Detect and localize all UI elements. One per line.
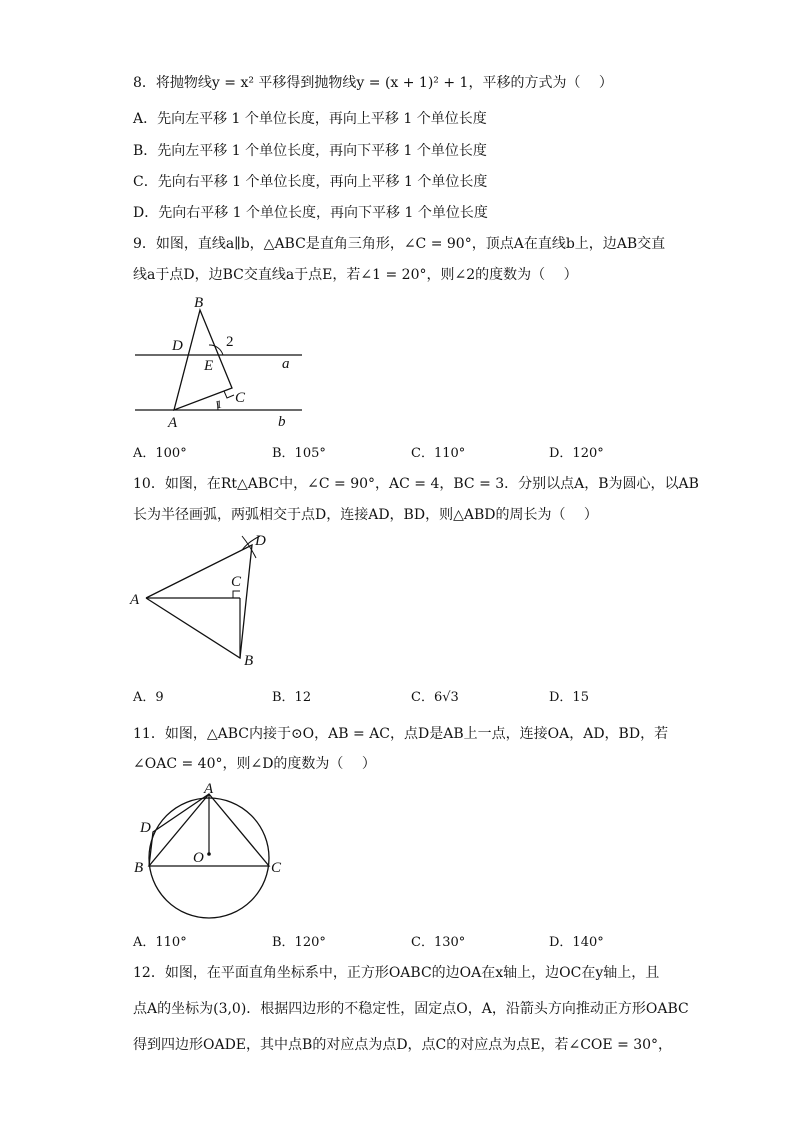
q11-option-a: A．110° bbox=[133, 935, 187, 950]
label-angle-2: 2 bbox=[226, 334, 234, 350]
label-a: A bbox=[130, 592, 140, 608]
q12-stem-line1: 12．如图，在平面直角坐标系中，正方形OABC的边OA在x轴上，边OC在y轴上，且 bbox=[133, 965, 660, 981]
q11-stem-line1: 11．如图，△ABC内接于⊙O，AB = AC，点D是AB上一点，连接OA，AD，BD，若 bbox=[133, 726, 669, 742]
q9-option-c: C．110° bbox=[411, 446, 466, 461]
label-c: C bbox=[231, 574, 242, 590]
q10-option-d: D．15 bbox=[549, 690, 589, 705]
label-line-b: b bbox=[278, 414, 286, 430]
right-angle-mark bbox=[233, 591, 240, 598]
q11-figure bbox=[130, 782, 290, 922]
q11-stem-line2: ∠OAC = 40°，则∠D的度数为（ ） bbox=[133, 756, 376, 772]
q9-stem-line1: 9．如图，直线a∥b，△ABC是直角三角形，∠C = 90°，顶点A在直线b上，边AB交直 bbox=[133, 236, 666, 252]
q8-option-d: D．先向右平移 1 个单位长度，再向下平移 1 个单位长度 bbox=[133, 205, 488, 221]
triangle-abd bbox=[146, 545, 252, 658]
q12-stem-line2: 点A的坐标为(3,0)．根据四边形的不稳定性，固定点O，A，沿箭头方向推动正方形OABC bbox=[133, 1001, 689, 1017]
q10-option-b: B．12 bbox=[272, 690, 312, 705]
label-c: C bbox=[271, 860, 282, 876]
label-b: B bbox=[244, 653, 254, 669]
q8-option-c: C．先向右平移 1 个单位长度，再向上平移 1 个单位长度 bbox=[133, 174, 488, 190]
triangle-abc bbox=[174, 310, 232, 410]
q9-figure bbox=[130, 290, 310, 430]
q10-option-c: C．6√3 bbox=[411, 690, 459, 705]
label-d: D bbox=[172, 338, 183, 354]
label-line-a: a bbox=[282, 356, 290, 372]
label-d: D bbox=[140, 820, 151, 836]
label-a: A bbox=[168, 415, 178, 431]
q10-option-a: A．9 bbox=[133, 690, 164, 705]
q9-stem-line2: 线a于点D，边BC交直线a于点E，若∠1 = 20°，则∠2的度数为（ ） bbox=[133, 267, 578, 283]
q9-option-a: A．100° bbox=[133, 446, 187, 461]
q10-figure bbox=[130, 528, 280, 673]
q8-option-b: B．先向左平移 1 个单位长度，再向下平移 1 个单位长度 bbox=[133, 143, 487, 159]
center-dot bbox=[207, 852, 211, 856]
right-angle-mark bbox=[224, 391, 234, 398]
q11-option-b: B．120° bbox=[272, 935, 326, 950]
label-e: E bbox=[204, 358, 214, 374]
label-b: B bbox=[194, 295, 204, 311]
q11-option-c: C．130° bbox=[411, 935, 466, 950]
label-d: D bbox=[255, 533, 266, 549]
q10-stem-line1: 10．如图，在Rt△ABC中，∠C = 90°，AC = 4，BC = 3．分别以点A，B为圆心，以AB bbox=[133, 476, 699, 492]
label-b: B bbox=[134, 860, 144, 876]
q12-stem-line3: 得到四边形OADE，其中点B的对应点为点D，点C的对应点为点E，若∠COE = 30°， bbox=[133, 1037, 673, 1053]
label-angle-1: 1 bbox=[216, 397, 222, 411]
label-o: O bbox=[193, 850, 204, 866]
q8-option-a: A．先向左平移 1 个单位长度，再向上平移 1 个单位长度 bbox=[133, 111, 487, 127]
q9-option-d: D．120° bbox=[549, 446, 604, 461]
label-c: C bbox=[235, 390, 246, 406]
q8-stem: 8．将抛物线y = x² 平移得到抛物线y = (x + 1)² + 1，平移的方式为（ ） bbox=[133, 75, 613, 91]
q9-option-b: B．105° bbox=[272, 446, 326, 461]
q10-stem-line2: 长为半径画弧，两弧相交于点D，连接AD，BD，则△ABD的周长为（ ） bbox=[133, 507, 598, 523]
q11-option-d: D．140° bbox=[549, 935, 604, 950]
label-a: A bbox=[204, 781, 214, 797]
